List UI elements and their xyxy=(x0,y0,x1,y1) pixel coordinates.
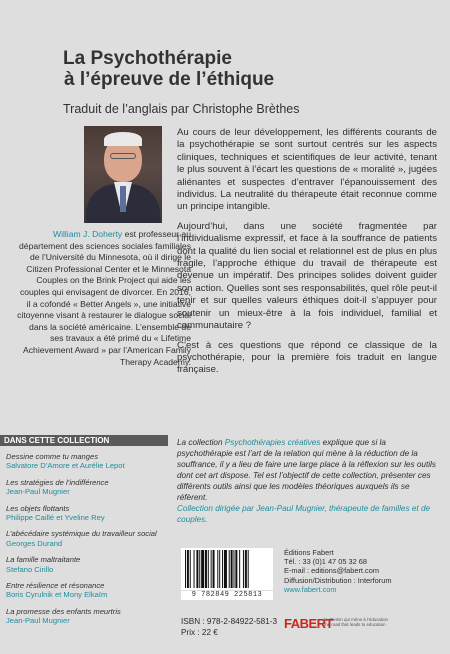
book-author-item: Philippe Caillé et Yveline Rey xyxy=(6,513,105,523)
author-bio-text: est professeur au département des sciences sociales familiales de l’Université du Minnesota, où il dirige le Citizen Professional Center et le Minnesota Couples on the Brink Project qui aide les couples qui envisagent de divorcer. En 2016, il a cofondé « Better Angels », une initiative citoyenne visant à restaurer le dialogue social dans la société américaine. L’ensemble de ses travaux a été primé du « Lifetime Achievement Award » par l’American Family Therapy Academy. xyxy=(17,229,191,367)
list-item xyxy=(6,478,166,497)
barcode-bar xyxy=(199,550,200,588)
publisher-tel: Tél. : 33 (0)1 47 05 32 68 xyxy=(284,557,367,567)
book-author-item: Jean-Paul Mugnier xyxy=(6,616,70,626)
summary-paragraph-2: Aujourd’hui, dans une société fragmentée par l’individualisme expressif, et face à la souffrance de patients dont la qualité du lien social et relationnel est de plus en plus fragile, l’approche éthique du travail de thérapeute est devenue un impératif. Des principes solides doivent guider son action. Quelles sont ses responsabilités, quel rôle peut-il tenir et sur quelles valeurs éthiques doit-il s’appuyer pour soutenir un mieux-être à la fois individuel, familial et communautaire ? xyxy=(177,220,437,332)
summary-paragraph-3: C’est à ces questions que répond ce classique de la psychothérapie, pour la première fois traduit en langue française. xyxy=(177,339,437,376)
list-item xyxy=(6,607,166,626)
barcode-bar xyxy=(217,550,218,588)
barcode-bar xyxy=(219,550,220,588)
collection-list xyxy=(6,452,166,633)
list-item xyxy=(6,504,166,523)
author-name: William J. Doherty xyxy=(52,229,123,239)
barcode-bars xyxy=(184,550,270,588)
barcode-bar xyxy=(233,550,234,588)
list-item xyxy=(6,581,166,600)
summary-paragraph-1: Au cours de leur développement, les différents courants de la psychothérapie se sont surtout centrés sur les aspects cliniques, techniques et scientifiques de leur activité, tenant le plus souvent à l’écart les questions de « moralité », jugées aliénantes et suspectes d’entraver l’épanouissement des individus. La neutralité du thérapeute était reconnue comme un principe intangible. xyxy=(177,127,437,213)
publisher-url: www.fabert.com xyxy=(284,584,337,594)
tagline-fr: le chemin qui mène à l’éducation xyxy=(324,617,388,622)
publisher-distribution: Diffusion/Distribution : Interforum xyxy=(284,575,392,585)
barcode-bar xyxy=(231,550,233,588)
author-photo xyxy=(84,126,162,223)
barcode-digits: 9 782849 225813 xyxy=(181,591,273,600)
barcode-bar xyxy=(248,550,249,588)
publisher-tagline xyxy=(324,617,404,628)
barcode-bar xyxy=(211,550,212,588)
book-title-item: L’abécédaire systémique du travailleur social xyxy=(6,529,157,539)
isbn-number: ISBN : 978-2-84922-581-3 xyxy=(181,617,278,626)
list-item xyxy=(6,529,166,548)
fabert-logo: FABERT xyxy=(284,616,333,631)
book-title-item: La promesse des enfants meurtris xyxy=(6,606,121,616)
book-author-item: Georges Durand xyxy=(6,538,63,548)
list-item xyxy=(6,555,166,574)
barcode-bar xyxy=(243,550,244,588)
barcode-bar xyxy=(205,550,207,588)
collection-desc-after: explique que si la psychothérapie est l’art de la relation qui mène à la réduction de la souffrance, il y a lieu de faire une large place à la réflexion sur les outils dont cet art dispose. Tel est l’objectif de cette collection, présenter ces différents outils ainsi que les modèles théoriques auxquels ils se réfèrent. xyxy=(177,438,436,502)
collection-director: Collection dirigée par Jean-Paul Mugnier, thérapeute de familles et de couples. xyxy=(177,504,431,524)
book-title xyxy=(63,48,274,90)
barcode xyxy=(181,548,273,590)
title-line-2: à l’épreuve de l’éthique xyxy=(64,69,275,90)
summary-text xyxy=(177,127,437,384)
isbn-block xyxy=(181,616,277,638)
collection-description xyxy=(177,437,437,503)
book-author-item: Stefano Cirillo xyxy=(6,564,54,574)
book-title-item: La famille maltraitante xyxy=(6,555,81,565)
barcode-bar xyxy=(194,550,195,588)
author-bio xyxy=(14,229,191,368)
barcode-bar xyxy=(196,550,198,588)
barcode-bar xyxy=(208,550,209,588)
publisher-info xyxy=(284,548,391,594)
price: Prix : 22 € xyxy=(181,628,218,637)
book-author-item: Salvatore D’Amore et Aurélie Lepot xyxy=(6,461,125,471)
barcode-bar xyxy=(187,550,189,588)
collection-header: DANS CETTE COLLECTION xyxy=(0,435,168,446)
barcode-bar xyxy=(239,550,240,588)
barcode-bar xyxy=(190,550,191,588)
book-title-item: Les objets flottants xyxy=(6,503,70,513)
barcode-bar xyxy=(224,550,227,588)
book-title-item: Entre résilience et résonance xyxy=(6,581,105,591)
book-title-item: Les stratégies de l’indifférence xyxy=(6,477,109,487)
publisher-name: Éditions Fabert xyxy=(284,548,334,557)
publisher-email: E-mail : editions@fabert.com xyxy=(284,566,379,576)
barcode-bar xyxy=(245,550,247,588)
barcode-bar xyxy=(222,550,223,588)
barcode-bar xyxy=(229,550,230,588)
collection-desc-before: La collection xyxy=(177,438,225,447)
translator-credit: Traduit de l’anglais par Christophe Brèthes xyxy=(63,102,300,116)
list-item xyxy=(6,452,166,471)
barcode-bar xyxy=(201,550,204,588)
title-line-1: La Psychothérapie xyxy=(63,48,232,69)
barcode-bar xyxy=(235,550,237,588)
book-author-item: Boris Cyrulnik et Mony Elkaïm xyxy=(6,590,108,600)
tagline-en: the road that leads to education xyxy=(324,622,386,628)
book-author-item: Jean-Paul Mugnier xyxy=(6,487,70,497)
book-title-item: Dessine comme tu manges xyxy=(6,452,99,461)
barcode-bar xyxy=(213,550,215,588)
barcode-bar xyxy=(185,550,186,588)
collection-name: Psychothérapies créatives xyxy=(224,438,321,447)
